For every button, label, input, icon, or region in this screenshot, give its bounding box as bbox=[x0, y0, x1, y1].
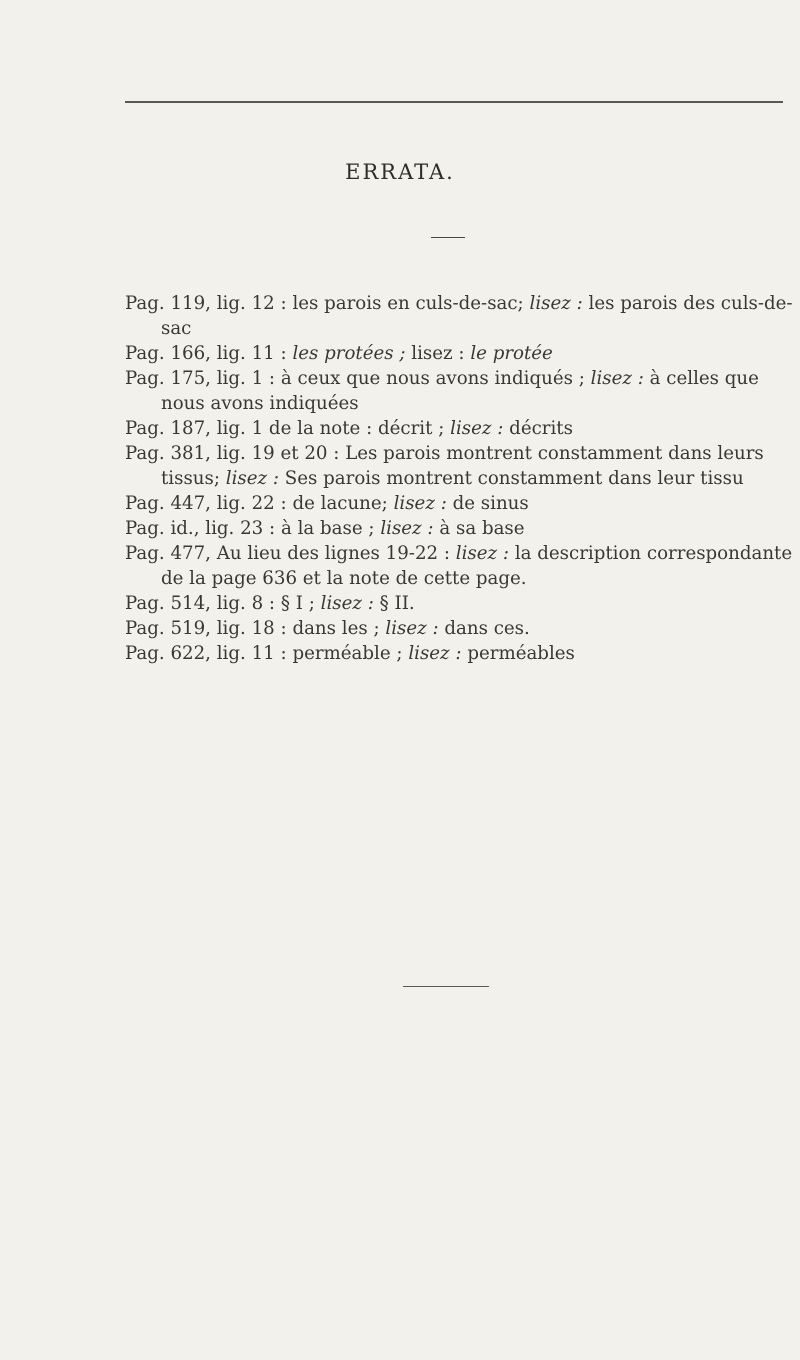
entry-wrong-text: dans les ; bbox=[292, 618, 380, 639]
errata-entry bbox=[125, 491, 800, 516]
entry-correction: à celles que nous avons indiquées bbox=[161, 368, 759, 414]
entry-wrong-text: § I ; bbox=[280, 593, 315, 614]
entry-lisez: lisez : bbox=[411, 343, 465, 364]
errata-entry bbox=[125, 541, 800, 591]
entry-wrong-text: à ceux que nous avons indiqués ; bbox=[280, 368, 585, 389]
entry-reference: Pag. 477, Au lieu des lignes 19-22 : bbox=[125, 543, 450, 564]
entry-correction: décrits bbox=[509, 418, 573, 439]
entry-wrong-text: les protées ; bbox=[292, 343, 406, 364]
errata-list bbox=[125, 291, 800, 666]
entry-reference: Pag. 119, lig. 12 : bbox=[125, 293, 287, 314]
entry-reference: Pag. 519, lig. 18 : bbox=[125, 618, 287, 639]
errata-entry bbox=[125, 441, 800, 491]
errata-entry bbox=[125, 616, 800, 641]
entry-reference: Pag. 622, lig. 11 : bbox=[125, 643, 287, 664]
errata-entry bbox=[125, 366, 800, 416]
entry-lisez: lisez : bbox=[225, 468, 279, 489]
entry-reference: Pag. id., lig. 23 : bbox=[125, 518, 276, 539]
entry-wrong-text: à la base ; bbox=[280, 518, 375, 539]
bottom-rule bbox=[403, 986, 489, 987]
entry-correction: de sinus bbox=[452, 493, 529, 514]
entry-wrong-text: les parois en culs-de-sac; bbox=[292, 293, 524, 314]
entry-reference: Pag. 447, lig. 22 : bbox=[125, 493, 287, 514]
entry-reference: Pag. 381, lig. 19 et 20 : bbox=[125, 443, 340, 464]
title-rule bbox=[431, 237, 465, 238]
entry-correction: à sa base bbox=[439, 518, 525, 539]
entry-wrong-text: perméable ; bbox=[292, 643, 403, 664]
entry-wrong-text: décrit ; bbox=[378, 418, 445, 439]
errata-entry bbox=[125, 591, 800, 616]
entry-correction: le protée bbox=[470, 343, 553, 364]
entry-lisez: lisez : bbox=[450, 418, 504, 439]
errata-entry bbox=[125, 341, 800, 366]
entry-correction: les parois des culs-de-sac bbox=[161, 293, 793, 339]
errata-entry bbox=[125, 516, 800, 541]
entry-lisez: lisez : bbox=[320, 593, 374, 614]
entry-lisez: lisez : bbox=[455, 543, 510, 564]
entry-lisez: lisez : bbox=[380, 518, 434, 539]
entry-reference: Pag. 166, lig. 11 : bbox=[125, 343, 287, 364]
errata-entry bbox=[125, 641, 800, 666]
entry-reference: Pag. 514, lig. 8 : bbox=[125, 593, 276, 614]
top-rule bbox=[125, 101, 783, 103]
entry-correction: dans ces. bbox=[444, 618, 530, 639]
entry-lisez: lisez : bbox=[529, 293, 583, 314]
entry-wrong-text: Les parois montrent constamment dans leurs tissus; bbox=[161, 443, 764, 489]
errata-entry bbox=[125, 416, 800, 441]
entry-reference: Pag. 175, lig. 1 : bbox=[125, 368, 276, 389]
entry-correction: § II. bbox=[379, 593, 415, 614]
errata-entry bbox=[125, 291, 800, 341]
entry-lisez: lisez : bbox=[408, 643, 462, 664]
entry-wrong-text: de lacune; bbox=[292, 493, 388, 514]
entry-lisez: lisez : bbox=[385, 618, 439, 639]
entry-correction: Ses parois montrent constamment dans leur tissu bbox=[284, 468, 744, 489]
entry-lisez: lisez : bbox=[393, 493, 447, 514]
entry-reference: Pag. 187, lig. 1 de la note : bbox=[125, 418, 373, 439]
entry-correction: perméables bbox=[467, 643, 575, 664]
entry-correction: la description correspondante de la page 636 et la note de cette page. bbox=[161, 543, 793, 589]
page-title: ERRATA. bbox=[345, 160, 455, 184]
entry-lisez: lisez : bbox=[590, 368, 644, 389]
